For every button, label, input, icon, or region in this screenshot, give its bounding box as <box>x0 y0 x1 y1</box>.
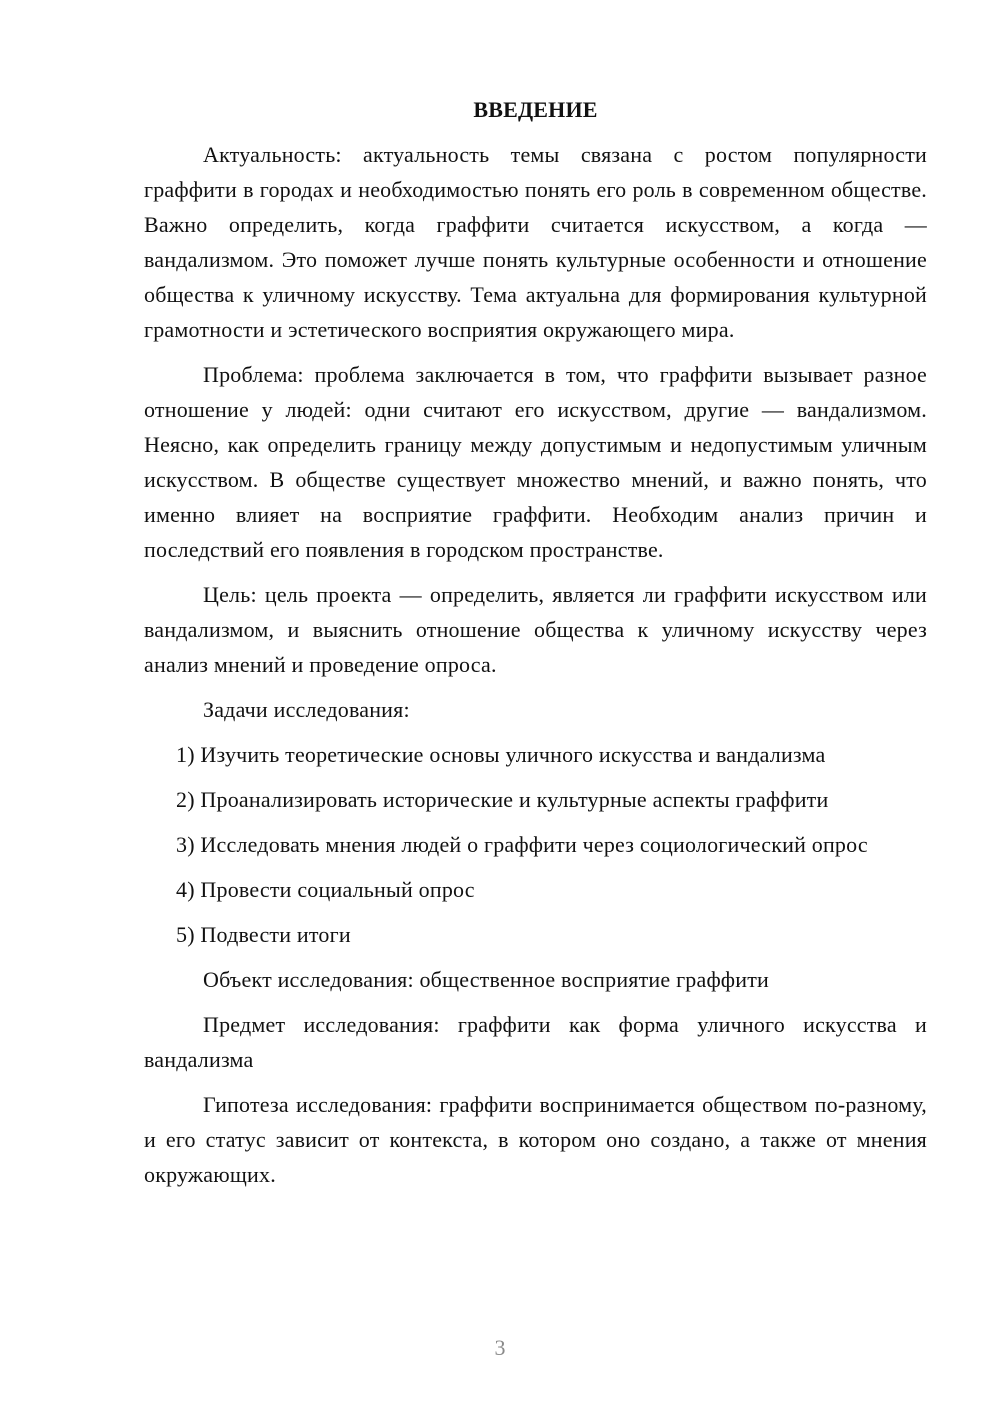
task-item: 3) Исследовать мнения людей о граффити через социологический опрос <box>176 832 868 857</box>
tasks-heading: Задачи исследования: <box>203 697 410 722</box>
task-item: 5) Подвести итоги <box>176 922 351 947</box>
section-title: ВВЕДЕНИЕ <box>473 97 598 122</box>
task-item: 4) Провести социальный опрос <box>176 877 475 902</box>
problem-paragraph: Проблема: проблема заключается в том, что граффити вызывает разное отношение у людей: одни считают его искусством, другие — вандализмом. Неясно, как определить границу между допустимым и недопустимым уличным искусством. В обществе существует множество мнений, и важно понять, что именно влияет на восприятие граффити. Необходим анализ причин и последствий его появления в городском пространстве. <box>144 362 927 562</box>
page-content <box>144 92 927 1202</box>
task-item: 1) Изучить теоретические основы уличного искусства и вандализма <box>176 742 826 767</box>
page-number: 3 <box>494 1335 506 1360</box>
object-paragraph: Объект исследования: общественное восприятие граффити <box>203 967 770 992</box>
hypothesis-paragraph: Гипотеза исследования: граффити воспринимается обществом по-разному, и его статус зависит от контекста, в котором оно создано, а также от мнения окружающих. <box>144 1092 927 1187</box>
task-item: 2) Проанализировать исторические и культурные аспекты граффити <box>176 787 829 812</box>
goal-paragraph: Цель: цель проекта — определить, является ли граффити искусством или вандализмом, и выяснить отношение общества к уличному искусству через анализ мнений и проведение опроса. <box>144 582 927 677</box>
relevance-paragraph: Актуальность: актуальность темы связана с ростом популярности граффити в городах и необходимостью понять его роль в современном обществе. Важно определить, когда граффити считается искусством, а когда — вандализмом. Это поможет лучше понять культурные особенности и отношение общества к уличному искусству. Тема актуальна для формирования культурной грамотности и эстетического восприятия окружающего мира. <box>144 142 927 342</box>
subject-paragraph: Предмет исследования: граффити как форма уличного искусства и вандализма <box>144 1012 927 1072</box>
